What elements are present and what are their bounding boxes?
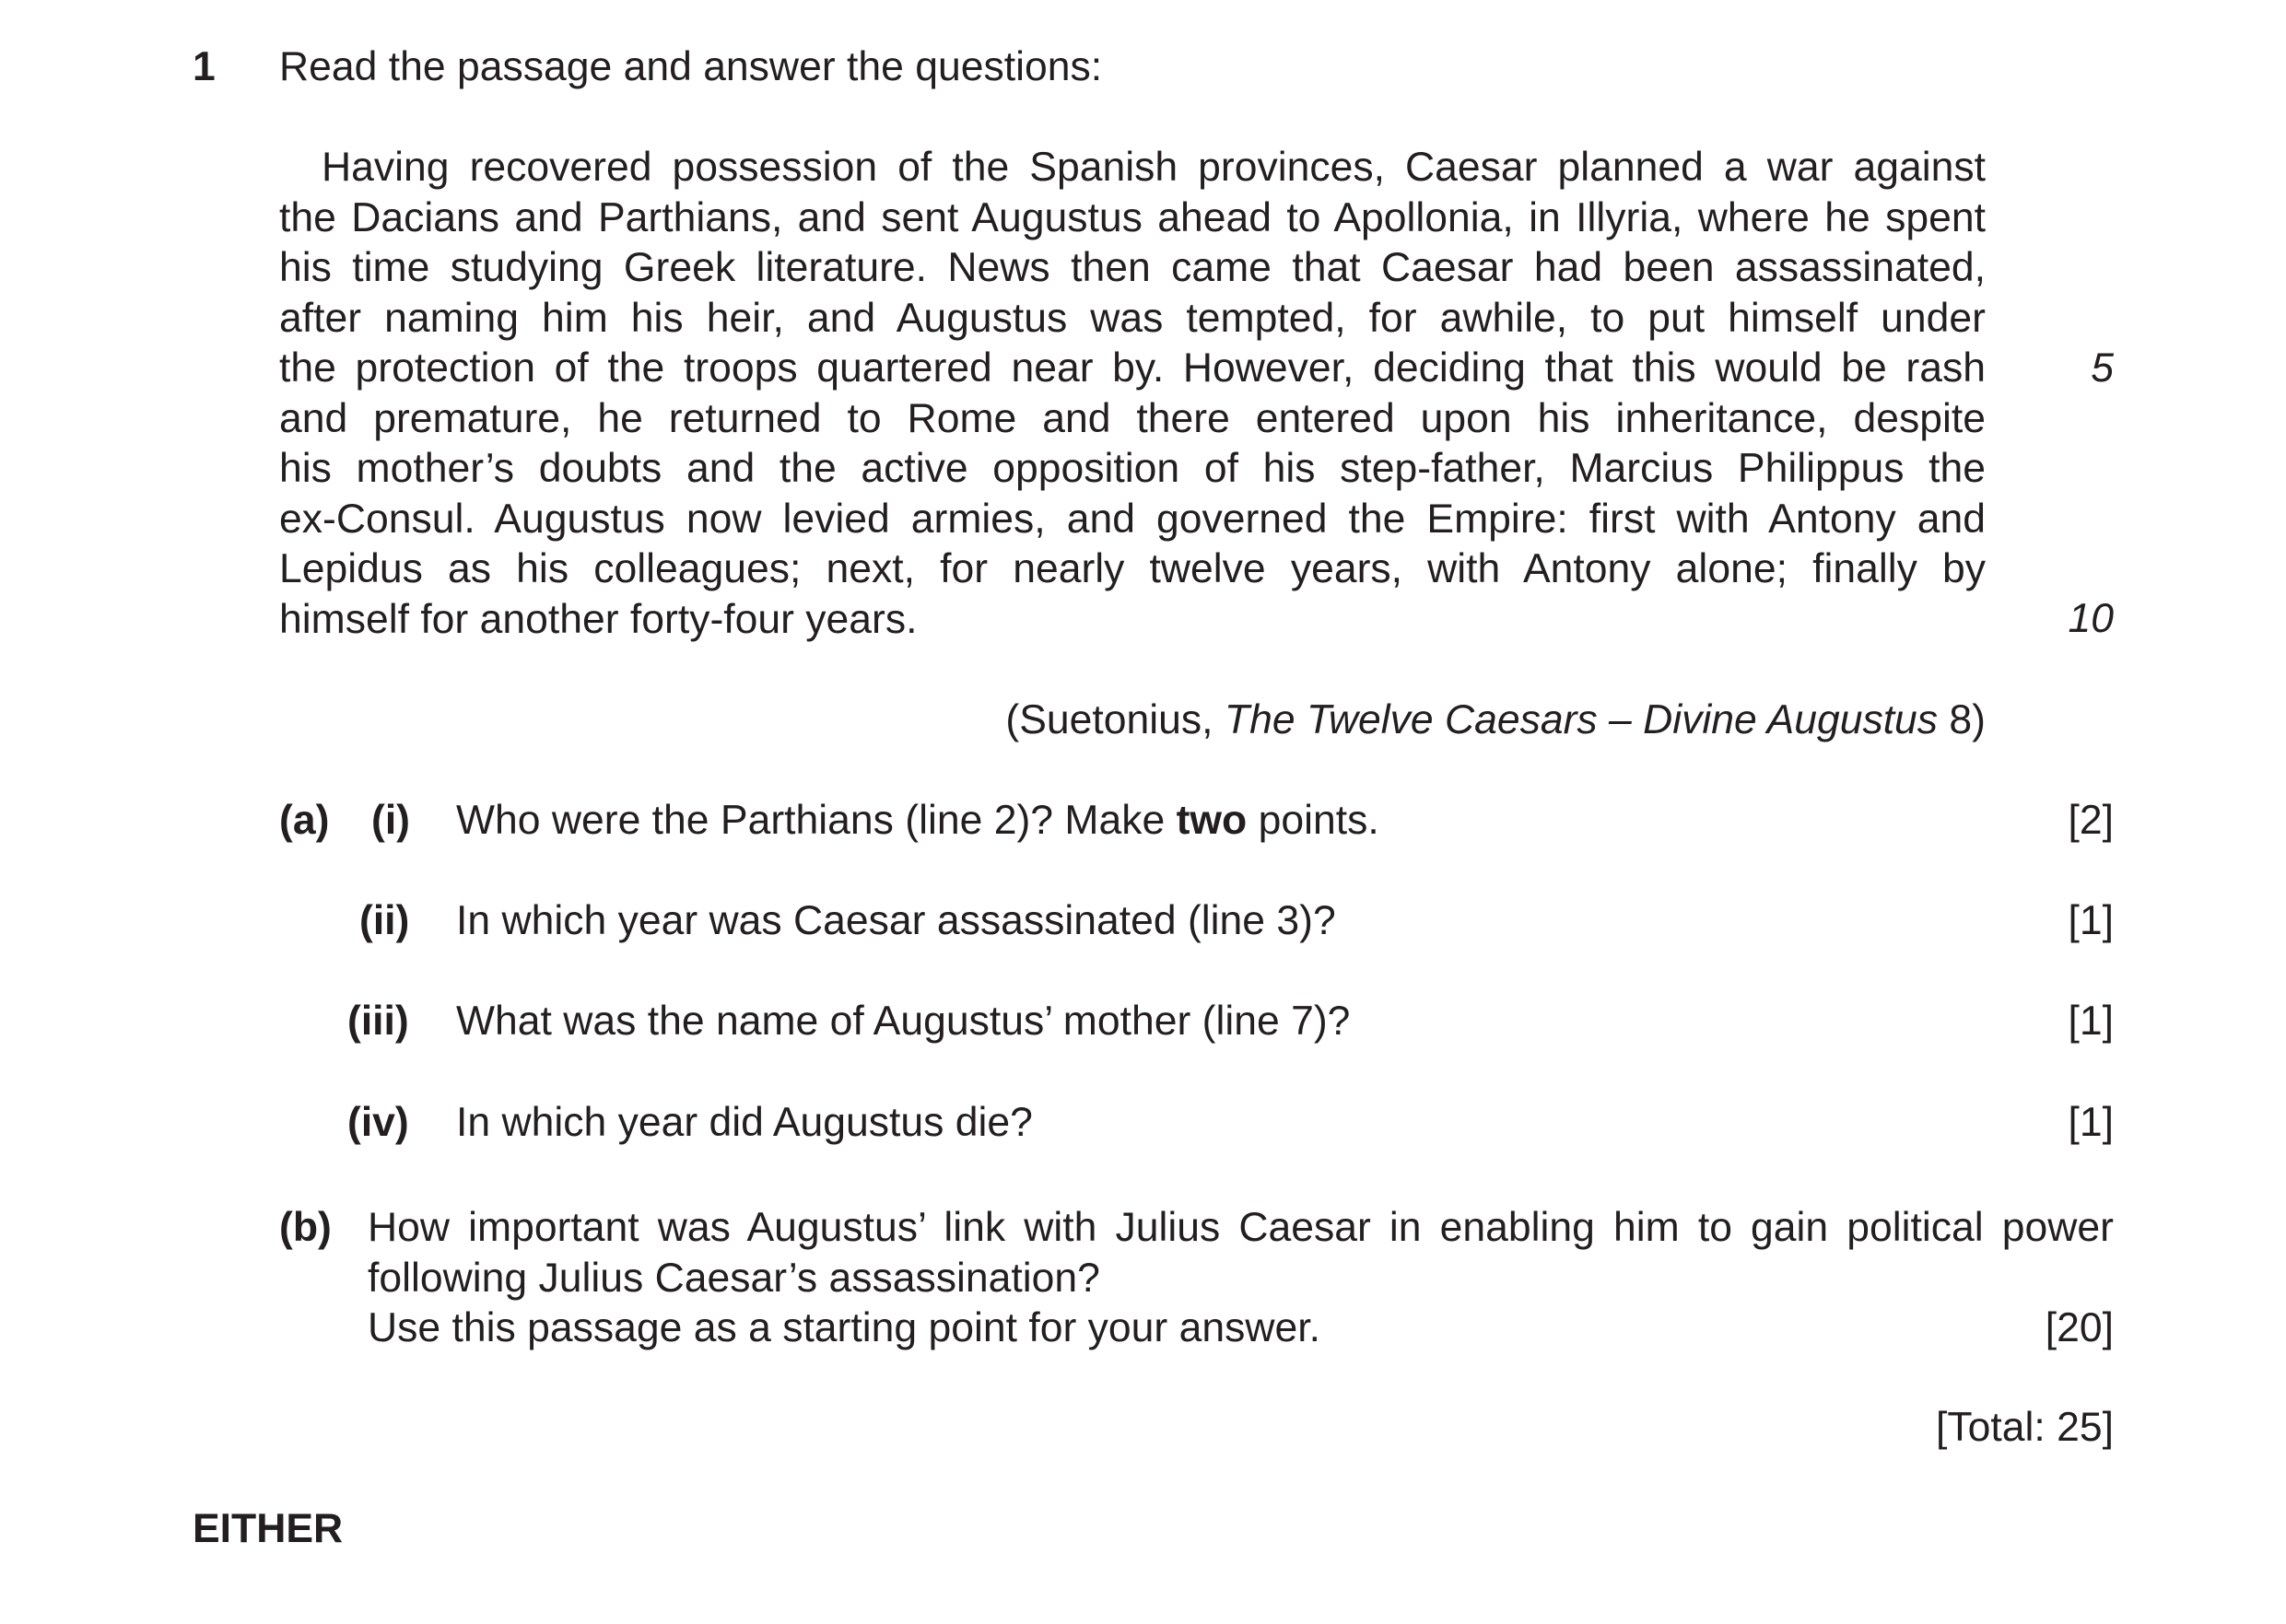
part-a-iv-marks: [1]: [2068, 1100, 2114, 1145]
part-a-ii-marks: [1]: [2068, 898, 2114, 943]
passage-line: his time studying Greek literature. News then came that Caesar had been assassinated,: [279, 245, 1986, 290]
passage-line: after naming him his heir, and Augustus was tempted, for awhile, to put himself under: [279, 295, 1986, 341]
citation-prefix: (Suetonius,: [1005, 697, 1225, 742]
part-b-line: How important was Augustus’ link with Julius Caesar in enabling him to gain political power: [368, 1205, 2114, 1250]
question-intro: Read the passage and answer the questions:: [279, 44, 1103, 89]
part-a-ii-text: In which year was Caesar assassinated (line 3)?: [456, 898, 1336, 943]
part-b-marks: [20]: [2045, 1305, 2114, 1350]
part-a-label: (a): [279, 798, 330, 843]
passage-line: and premature, he returned to Rome and there entered upon his inheritance, despite: [279, 395, 1986, 441]
part-b-label: (b): [279, 1205, 332, 1250]
part-a-iii-text: What was the name of Augustus’ mother (line 7)?: [456, 999, 1351, 1044]
passage: [279, 143, 1986, 645]
part-a-iii-label: (iii): [347, 999, 409, 1044]
part-a-iv-text: In which year did Augustus die?: [456, 1100, 1033, 1145]
either-heading: EITHER: [193, 1506, 344, 1551]
part-a-iv-label: (iv): [347, 1100, 409, 1145]
total-marks: [Total: 25]: [1936, 1405, 2114, 1450]
citation-suffix: 8): [1938, 697, 1986, 742]
part-b-line: following Julius Caesar’s assassination?: [368, 1255, 1100, 1301]
passage-line: himself for another forty-four years.: [279, 596, 918, 642]
line-number-10: 10: [2068, 596, 2114, 641]
part-a-i-marks: [2]: [2068, 798, 2114, 843]
citation: [1005, 695, 1986, 745]
line-number-5: 5: [2091, 345, 2114, 391]
part-a-ii-label: (ii): [359, 898, 410, 943]
question-number: 1: [193, 44, 216, 89]
part-a-i-text: Who were the Parthians (line 2)? Make two points.: [456, 798, 1379, 843]
citation-work: The Twelve Caesars – Divine Augustus: [1224, 697, 1939, 742]
emphasis-two: two: [1176, 798, 1248, 843]
passage-line: the protection of the troops quartered near by. However, deciding that this would be rash: [279, 345, 1986, 391]
part-b-text: [368, 1203, 2114, 1354]
part-b-line: Use this passage as a starting point for your answer.: [368, 1305, 1320, 1350]
part-a-i-label: (i): [371, 798, 411, 843]
passage-line: ex-Consul. Augustus now levied armies, and governed the Empire: first with Antony and: [279, 496, 1986, 542]
passage-line: his mother’s doubts and the active opposition of his step-father, Marcius Philippus the: [279, 446, 1986, 491]
passage-line: the Dacians and Parthians, and sent Augustus ahead to Apollonia, in Illyria, where he spent: [279, 194, 1986, 240]
part-a-iii-marks: [1]: [2068, 999, 2114, 1044]
passage-line: Lepidus as his colleagues; next, for nearly twelve years, with Antony alone; finally by: [279, 546, 1986, 591]
passage-line: Having recovered possession of the Spanish provinces, Caesar planned a war against: [322, 145, 1986, 190]
